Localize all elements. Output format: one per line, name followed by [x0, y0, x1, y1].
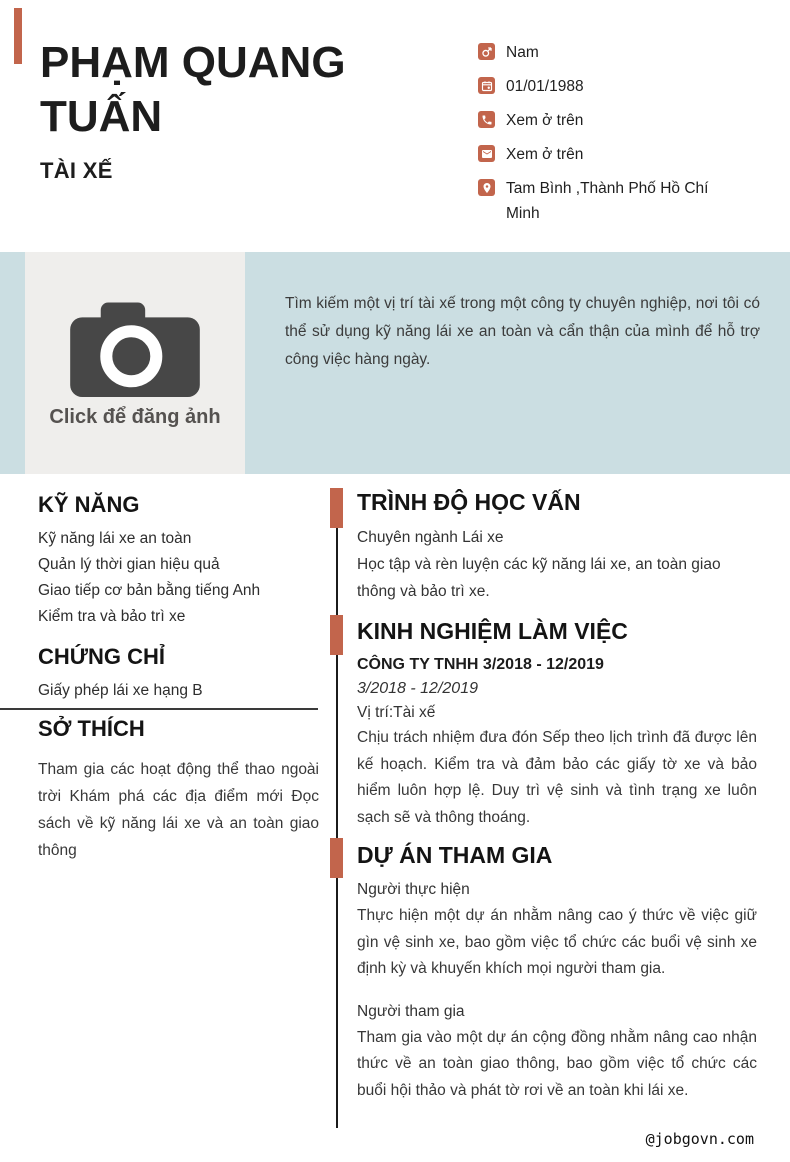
skill-item: Giao tiếp cơ bản bằng tiếng Anh — [38, 582, 261, 599]
education-description: Học tập và rèn luyện các kỹ năng lái xe, an toàn giao thông và bảo trì xe. — [357, 556, 721, 600]
projects-section — [357, 841, 757, 1104]
email-icon — [478, 145, 495, 162]
location-icon — [478, 179, 495, 196]
contact-row-birthday — [478, 74, 740, 99]
experience-description: Chịu trách nhiệm đưa đón Sếp theo lịch trình đã được lên kế hoạch. Kiểm tra và đảm bảo các giấy tờ xe và bảo hiểm luôn hợp lệ. Duy trì vệ sinh và tình trạng xe luôn sạch sẽ và thông thoáng. — [357, 729, 757, 826]
left-column — [38, 492, 318, 704]
education-marker — [330, 488, 343, 528]
gender-value: Nam — [506, 44, 539, 61]
certificates-list — [38, 678, 318, 704]
hobbies-heading: SỞ THÍCH — [38, 716, 145, 741]
certificates-heading: CHỨNG CHỈ — [38, 644, 166, 669]
education-major: Chuyên ngành Lái xe — [357, 529, 504, 546]
hobbies-text: Tham gia các hoạt động thể thao ngoài trời Khám phá các địa điểm mới Đọc sách về kỹ năng lái xe và an toàn giao thông — [38, 761, 319, 859]
project-description: Thực hiện một dự án nhằm nâng cao ý thức về việc giữ gìn vệ sinh xe, bao gồm việc tổ chức các buổi vệ sinh xe định kỳ và khuyến khích mọi người tham gia. — [357, 907, 757, 977]
hobbies-section — [38, 716, 319, 864]
projects-marker — [330, 838, 343, 878]
photo-upload-caption: Click để đăng ảnh — [49, 406, 221, 428]
education-section — [357, 488, 757, 605]
skill-item: Quản lý thời gian hiệu quả — [38, 556, 220, 573]
education-heading: TRÌNH ĐỘ HỌC VẤN — [357, 489, 581, 515]
gender-icon — [478, 43, 495, 60]
experience-position: Vị trí:Tài xế — [357, 704, 436, 721]
career-objective: Tìm kiếm một vị trí tài xế trong một công ty chuyên nghiệp, nơi tôi có thể sử dụng kỹ năng lái xe an toàn và cẩn thận của mình để hỗ trợ công việc hàng ngày. — [285, 295, 760, 368]
contact-row-phone — [478, 108, 740, 133]
summary-band — [0, 252, 790, 474]
skill-item: Kỹ năng lái xe an toàn — [38, 530, 192, 547]
project-role: Người tham gia — [357, 1002, 465, 1020]
contact-row-location — [478, 176, 740, 226]
candidate-name: PHẠM QUANG TUẤN — [40, 38, 346, 141]
phone-icon — [478, 111, 495, 128]
corner-accent-bar — [14, 8, 22, 64]
experience-period: 3/2018 - 12/2019 — [357, 680, 478, 697]
left-column-divider — [0, 708, 318, 710]
camera-icon — [70, 297, 200, 397]
project-description: Tham gia vào một dự án cộng đồng nhằm nâng cao nhận thức về an toàn giao thông, bao gồm việc tổ chức các buổi hội thảo và phát tờ rơi về an toàn khi lái xe. — [357, 1028, 757, 1099]
contact-row-email — [478, 142, 740, 167]
skill-item: Kiểm tra và bảo trì xe — [38, 608, 186, 625]
timeline-line — [336, 490, 338, 1128]
experience-marker — [330, 615, 343, 655]
certificate-item: Giấy phép lái xe hạng B — [38, 682, 203, 699]
job-title: TÀI XẾ — [40, 158, 113, 183]
experience-section — [357, 617, 757, 831]
skills-heading: KỸ NĂNG — [38, 492, 140, 517]
birthday-icon — [478, 77, 495, 94]
location-value: Tam Bình ,Thành Phố Hồ Chí Minh — [506, 180, 709, 222]
phone-value: Xem ở trên — [506, 112, 584, 129]
projects-heading: DỰ ÁN THAM GIA — [357, 842, 553, 868]
contact-row-gender — [478, 40, 740, 65]
photo-upload-box[interactable] — [25, 252, 245, 474]
site-watermark: @jobgovn.com — [645, 1130, 754, 1148]
email-value: Xem ở trên — [506, 146, 584, 163]
skills-list — [38, 526, 318, 630]
contact-list — [478, 40, 740, 235]
project-role: Người thực hiện — [357, 881, 470, 898]
birthday-value: 01/01/1988 — [506, 78, 584, 95]
right-column — [357, 488, 757, 1104]
experience-company: CÔNG TY TNHH 3/2018 - 12/2019 — [357, 656, 604, 673]
experience-heading: KINH NGHIỆM LÀM VIỆC — [357, 618, 628, 644]
